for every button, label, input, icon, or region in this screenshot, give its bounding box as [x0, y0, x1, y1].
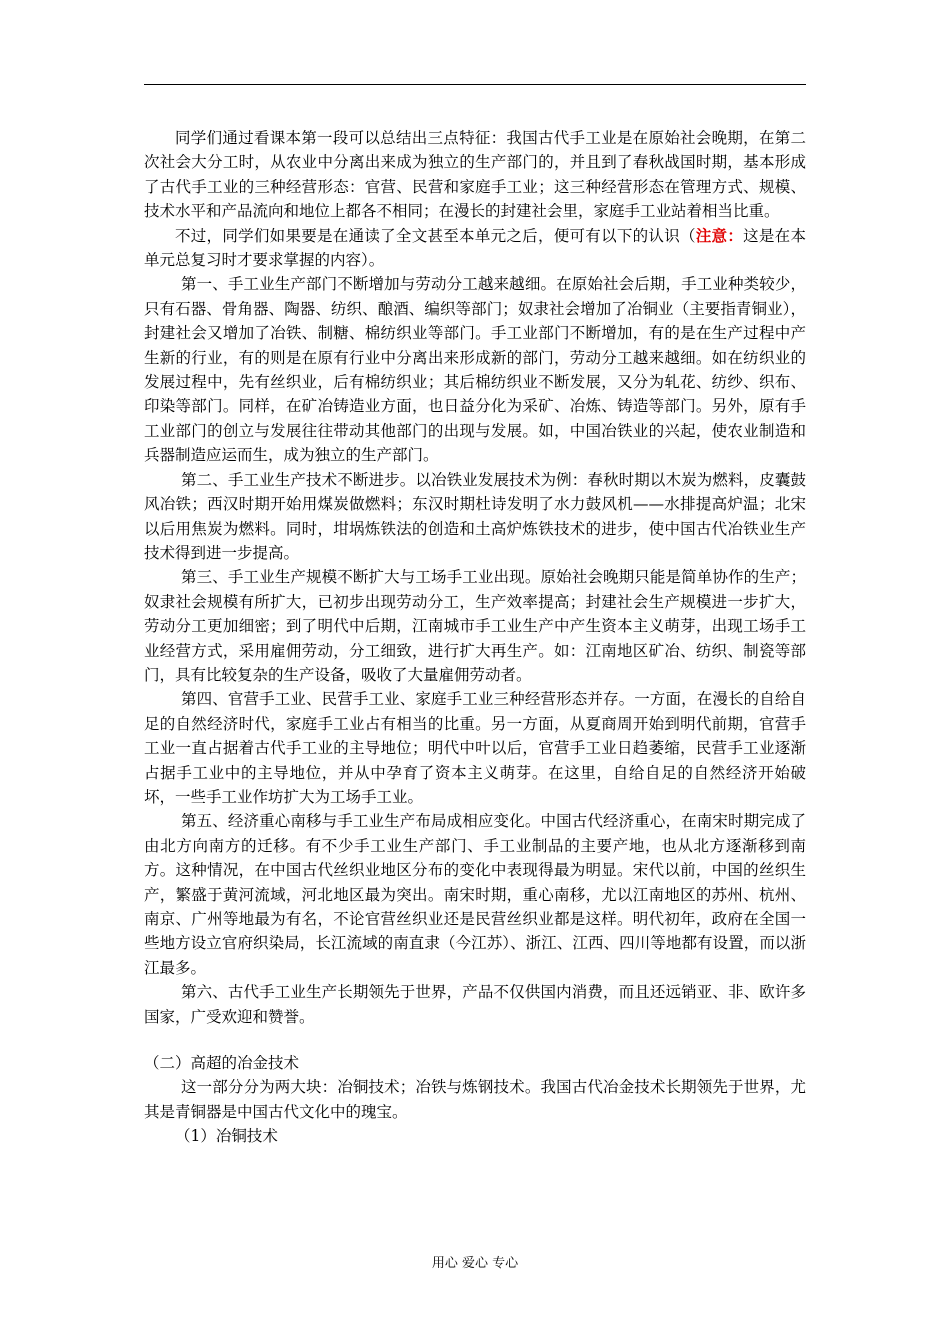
note-before: 不过，同学们如果要是在通读了全文甚至本单元之后，便可有以下的认识（: [175, 226, 696, 245]
paragraph-metallurgy: 这一部分分为两大块：冶铜技术；冶铁与炼钢技术。我国古代冶金技术长期领先于世界，尤其是青铜器是中国古代文化中的瑰宝。: [144, 1078, 806, 1121]
section-heading: （二）高超的冶金技术: [144, 1054, 300, 1073]
paragraph-sixth: 第六、古代手工业生产长期领先于世界，产品不仅供国内消费，而且还远销亚、非、欧许多国家，广受欢迎和赞誉。: [144, 983, 806, 1026]
paragraph-fifth: 第五、经济重心南移与手工业生产布局成相应变化。中国古代经济重心，在南宋时期完成了由北方向南方的迁移。有不少手工业生产部门、手工业制品的主要产地，也从北方逐渐移到南方。这种情况，在中国古代丝织业地区分布的变化中表现得最为明显。宋代以前，中国的丝织生产，繁盛于黄河流域，河北地区最为突出。南宋时期，重心南移，尤以江南地区的苏州、杭州、南京、广州等地最为有名，不论官营丝织业还是民营丝织业都是这样。明代初年，政府在全国一些地方设立官府织染局，长江流域的南直隶（今江苏）、浙江、江西、四川等地都有设置，而以浙江最多。: [144, 812, 806, 977]
note-label: 注意：: [695, 225, 744, 245]
paragraph-intro: 同学们通过看课本第一段可以总结出三点特征：我国古代手工业是在原始社会晚期，在第二次社会大分工时，从农业中分离出来成为独立的生产部门的，并且到了春秋战国时期，基本形成了古代手工业的三种经营形态：官营、民营和家庭手工业；这三种经营形态在管理方式、规模、技术水平和产品流向和地位上都各不相同；在漫长的封建社会里，家庭手工业站着相当比重。: [144, 129, 806, 221]
subsection-heading: （1）冶铜技术: [175, 1127, 278, 1146]
paragraph-first: 第一、手工业生产部门不断增加与劳动分工越来越细。在原始社会后期，手工业种类较少，只有石器、骨角器、陶器、纺织、酿酒、编织等部门；奴隶社会增加了冶铜业（主要指青铜业），封建社会又增加了冶铁、制糖、棉纺织业等部门。手工业部门不断增加，有的是在生产过程中产生新的行业，有的则是在原有行业中分离出来形成新的部门，劳动分工越来越细。如在纺织业的发展过程中，先有丝织业，后有棉纺织业；其后棉纺织业不断发展，又分为轧花、纺纱、织布、印染等部门。同样，在矿冶铸造业方面，也日益分化为采矿、冶炼、铸造等部门。另外，原有手工业部门的创立与发展往往带动其他部门的出现与发展。如，中国冶铁业的兴起，使农业制造和兵器制造应运而生，成为独立的生产部门。: [144, 275, 806, 465]
paragraph-second: 第二、手工业生产技术不断进步。以冶铁业发展技术为例：春秋时期以木炭为燃料，皮囊鼓风冶铁；西汉时期开始用煤炭做燃料；东汉时期杜诗发明了水力鼓风机——水排提高炉温；北宋以后用焦炭为燃料。同时，坩埚炼铁法的创造和土高炉炼铁技术的进步，使中国古代冶铁业生产技术得到进一步提高。: [144, 470, 806, 562]
header-rule: [144, 84, 806, 85]
paragraph-third: 第三、手工业生产规模不断扩大与工场手工业出现。原始社会晚期只能是简单协作的生产；奴隶社会规模有所扩大，已初步出现劳动分工，生产效率提高；封建社会生产规模进一步扩大，劳动分工更加细密；到了明代中后期，江南城市手工业生产中产生资本主义萌芽，出现工场手工业经营方式，采用雇佣劳动，分工细致，进行扩大再生产。如：江南地区矿冶、纺织、制瓷等部门，具有比较复杂的生产设备，吸收了大量雇佣劳动者。: [144, 568, 806, 684]
document-body: [144, 126, 806, 1149]
paragraph-note: [144, 224, 806, 273]
note-after: 这是在本单元总复习时才要求掌握的内容）。: [144, 226, 806, 270]
paragraph-fourth: 第四、官营手工业、民营手工业、家庭手工业三种经营形态并存。一方面，在漫长的自给自足的自然经济时代，家庭手工业占有相当的比重。另一方面，从夏商周开始到明代前期，官营手工业一直占据着古代手工业的主导地位；明代中叶以后，官营手工业日趋萎缩，民营手工业逐渐占据手工业中的主导地位，并从中孕育了资本主义萌芽。在这里，自给自足的自然经济开始破坏，一些手工业作坊扩大为工场手工业。: [144, 690, 806, 806]
page-footer: 用心 爱心 专心: [431, 1256, 519, 1271]
